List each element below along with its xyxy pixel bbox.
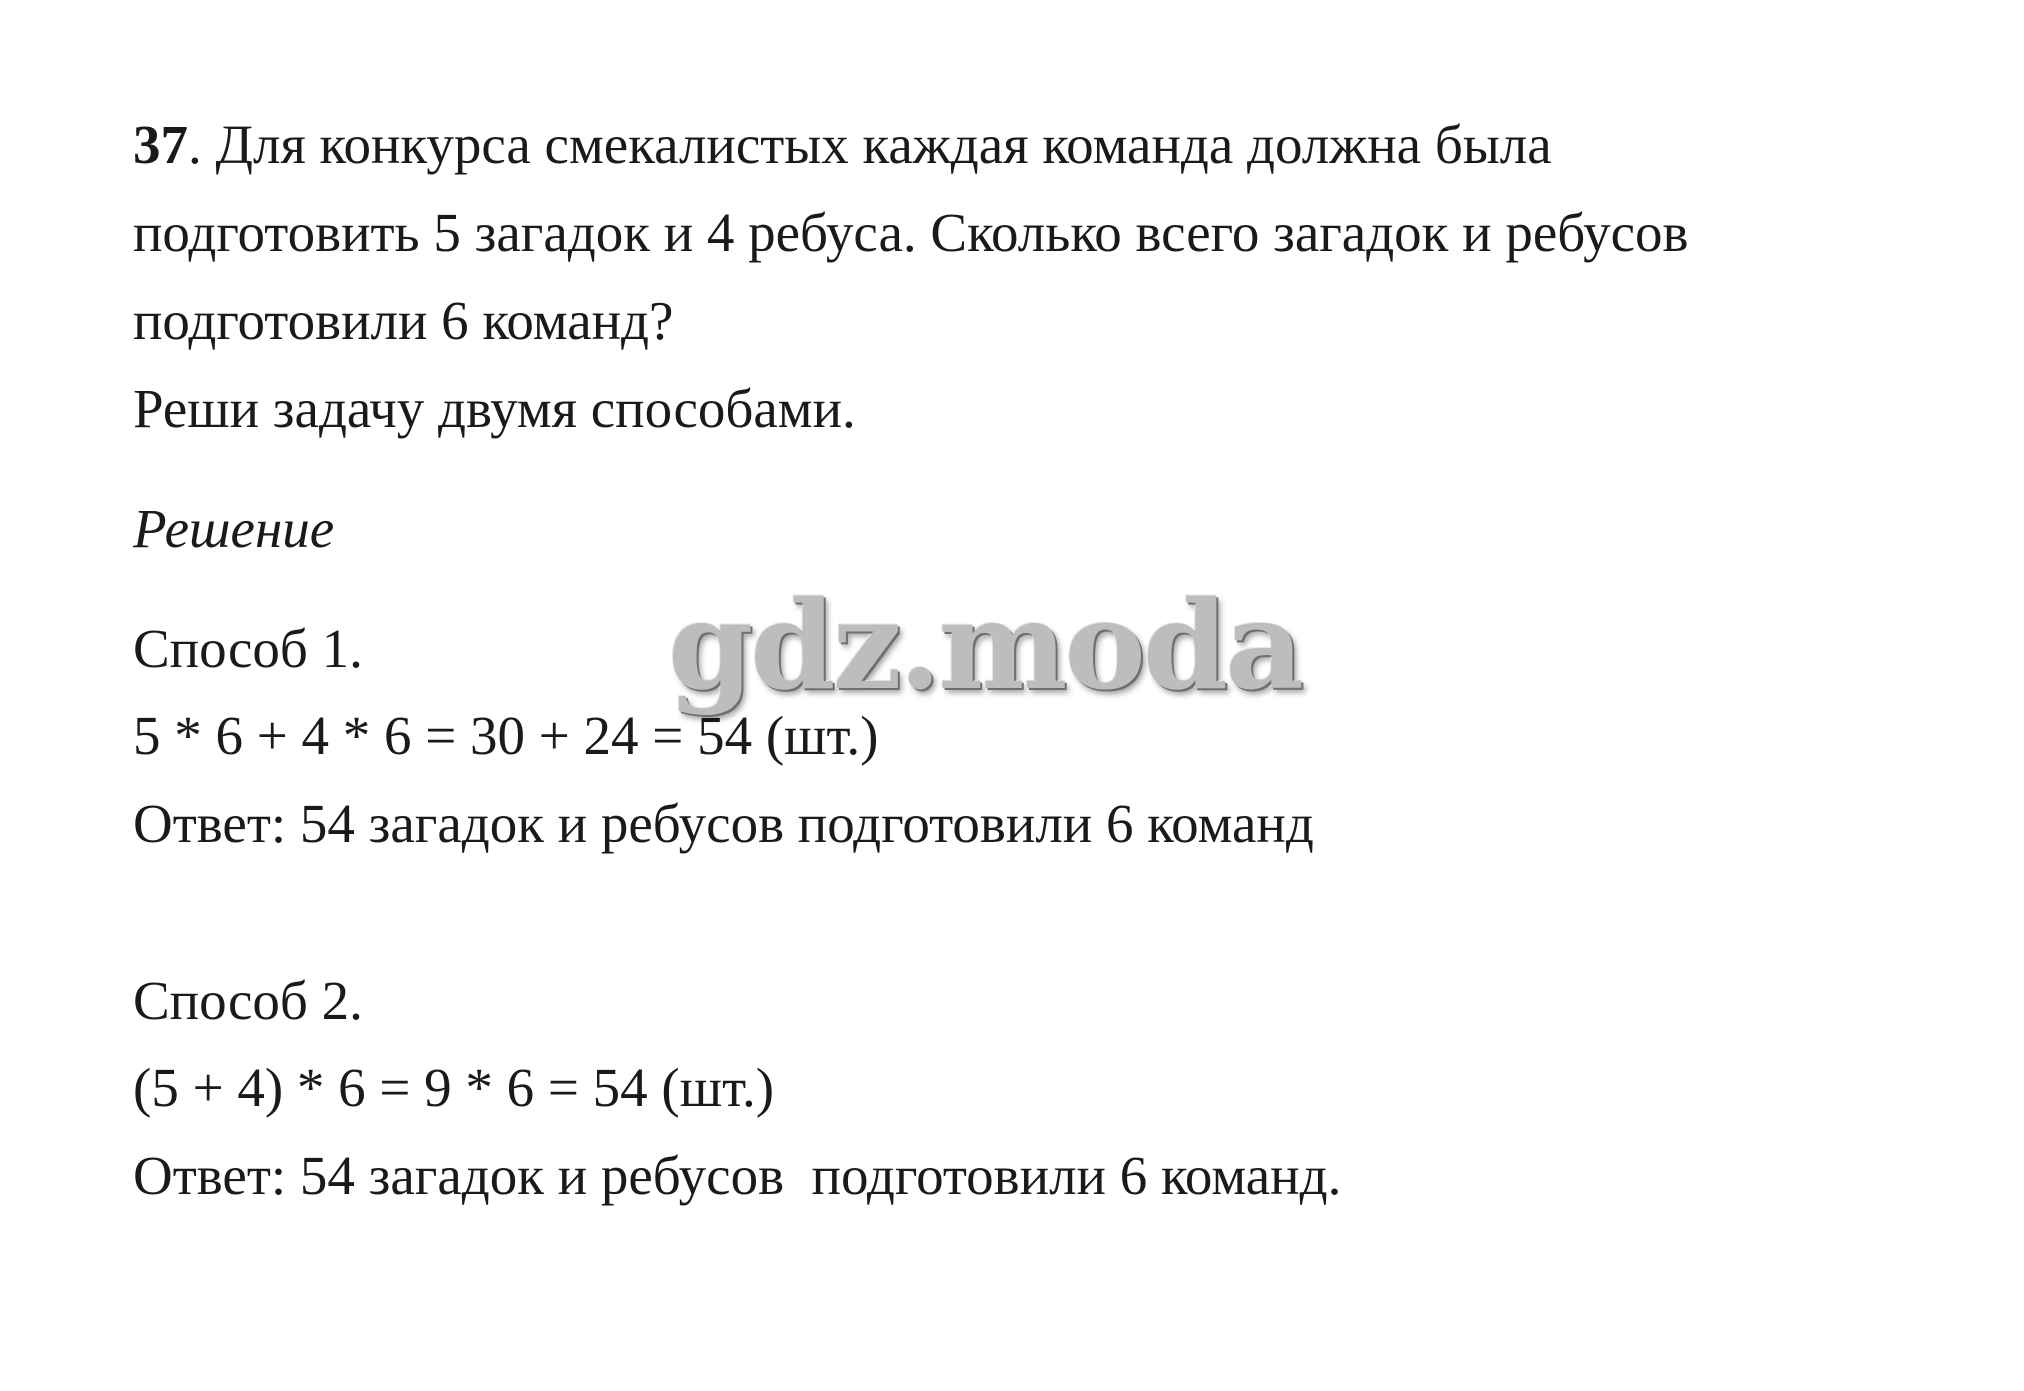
problem-number: 37 <box>133 114 188 175</box>
method-1-title: Способ 1. <box>133 618 363 679</box>
method-1-expression: 5 * 6 + 4 * 6 = 30 + 24 = 54 (шт.) <box>133 705 879 766</box>
problem-statement-line-3: подготовили 6 команд? <box>133 290 674 351</box>
problem-statement-line-1 <box>133 112 1552 178</box>
method-2-title: Способ 2. <box>133 970 363 1031</box>
method-2-expression: (5 + 4) * 6 = 9 * 6 = 54 (шт.) <box>133 1057 775 1118</box>
method-2-answer: Ответ: 54 загадок и ребусов подготовили 6 команд. <box>133 1145 1342 1206</box>
solution-heading: Решение <box>133 498 335 559</box>
problem-text-1: . Для конкурса смекалистых каждая команда должна была <box>188 114 1552 175</box>
watermark-logo: gdz.moda <box>668 573 1302 717</box>
method-1-answer: Ответ: 54 загадок и ребусов подготовили 6 команд <box>133 793 1314 854</box>
problem-statement-line-2: подготовить 5 загадок и 4 ребуса. Сколько всего загадок и ребусов <box>133 202 1689 263</box>
problem-instruction: Реши задачу двумя способами. <box>133 378 856 439</box>
